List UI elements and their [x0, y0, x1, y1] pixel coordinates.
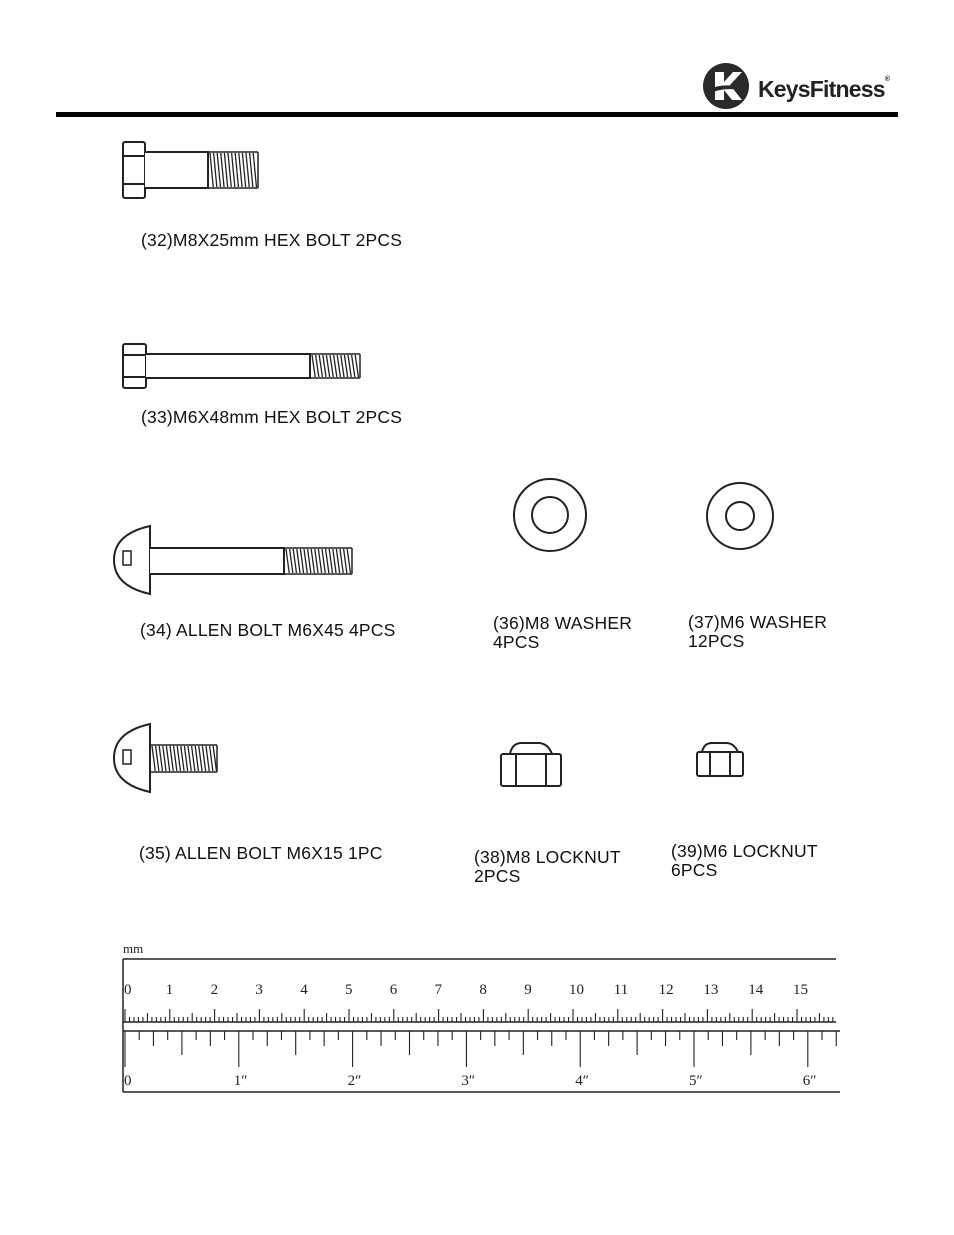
part-38-label [474, 848, 621, 886]
part-36-label [493, 614, 632, 652]
ruler-cm-label: 9 [524, 982, 532, 998]
part-37-label-line1: (37)M6 WASHER [688, 612, 828, 632]
ruler-cm-label: 7 [434, 982, 443, 998]
part-34-label: (34) ALLEN BOLT M6X45 4PCS [140, 620, 396, 640]
ruler-inch-label: 3″ [461, 1073, 476, 1089]
ruler-cm-label: 10 [569, 982, 584, 998]
ruler-cm-label: 5 [345, 982, 353, 998]
ruler-inch-label: 0 [124, 1073, 132, 1089]
ruler-cm-label: 0 [124, 982, 132, 998]
brand-logo [702, 60, 902, 112]
allen-bolt-34-icon [112, 524, 357, 599]
part-38-label-line2: 2PCS [474, 866, 521, 886]
ruler-cm-label: 8 [479, 982, 487, 998]
part-36-label-line2: 4PCS [493, 632, 540, 652]
washer-37-icon [704, 481, 776, 553]
locknut-38-icon [498, 740, 566, 790]
ruler-unit-label: mm [123, 941, 144, 956]
part-37-label-line2: 12PCS [688, 631, 745, 651]
part-39-label-line2: 6PCS [671, 860, 718, 880]
locknut-39-icon [694, 740, 749, 780]
measurement-ruler [120, 940, 845, 1100]
part-37-label [688, 613, 827, 651]
ruler-cm-label: 6 [389, 982, 398, 998]
part-36-label-line1: (36)M8 WASHER [493, 613, 633, 633]
registered-mark: ® [884, 76, 890, 83]
ruler-cm-label: 15 [793, 982, 808, 998]
hex-bolt-32-icon [120, 138, 265, 203]
ruler-inch-label: 2″ [347, 1073, 362, 1089]
ruler-inch-label: 6″ [802, 1073, 817, 1089]
ruler-cm-label: 1 [165, 982, 174, 998]
ruler-cm-label: 13 [703, 982, 719, 998]
ruler-cm-label: 2 [210, 982, 219, 998]
part-33-label: (33)M6X48mm HEX BOLT 2PCS [141, 407, 403, 427]
part-38-label-line1: (38)M8 LOCKNUT [474, 847, 621, 867]
header-rule [56, 112, 898, 117]
ruler-inch-label: 4″ [575, 1073, 589, 1089]
ruler-cm-label: 3 [255, 982, 263, 998]
ruler-cm-label: 4 [300, 982, 308, 998]
part-39-label-line1: (39)M6 LOCKNUT [671, 841, 818, 861]
part-39-label [671, 842, 818, 880]
ruler-inch-label: 1″ [233, 1073, 248, 1089]
ruler-inch-label: 5″ [689, 1073, 703, 1089]
ruler-cm-label: 11 [613, 982, 629, 998]
brand-name: KeysFitness® [758, 76, 890, 102]
ruler-cm-label: 14 [748, 982, 764, 998]
ruler-cm-label: 12 [658, 982, 674, 998]
part-35-label: (35) ALLEN BOLT M6X15 1PC [139, 843, 383, 863]
allen-bolt-35-icon [112, 722, 222, 797]
part-32-label: (32)M8X25mm HEX BOLT 2PCS [141, 230, 403, 250]
washer-36-icon [510, 475, 590, 555]
keys-fitness-logo-icon [702, 60, 752, 112]
hex-bolt-33-icon [120, 342, 365, 392]
